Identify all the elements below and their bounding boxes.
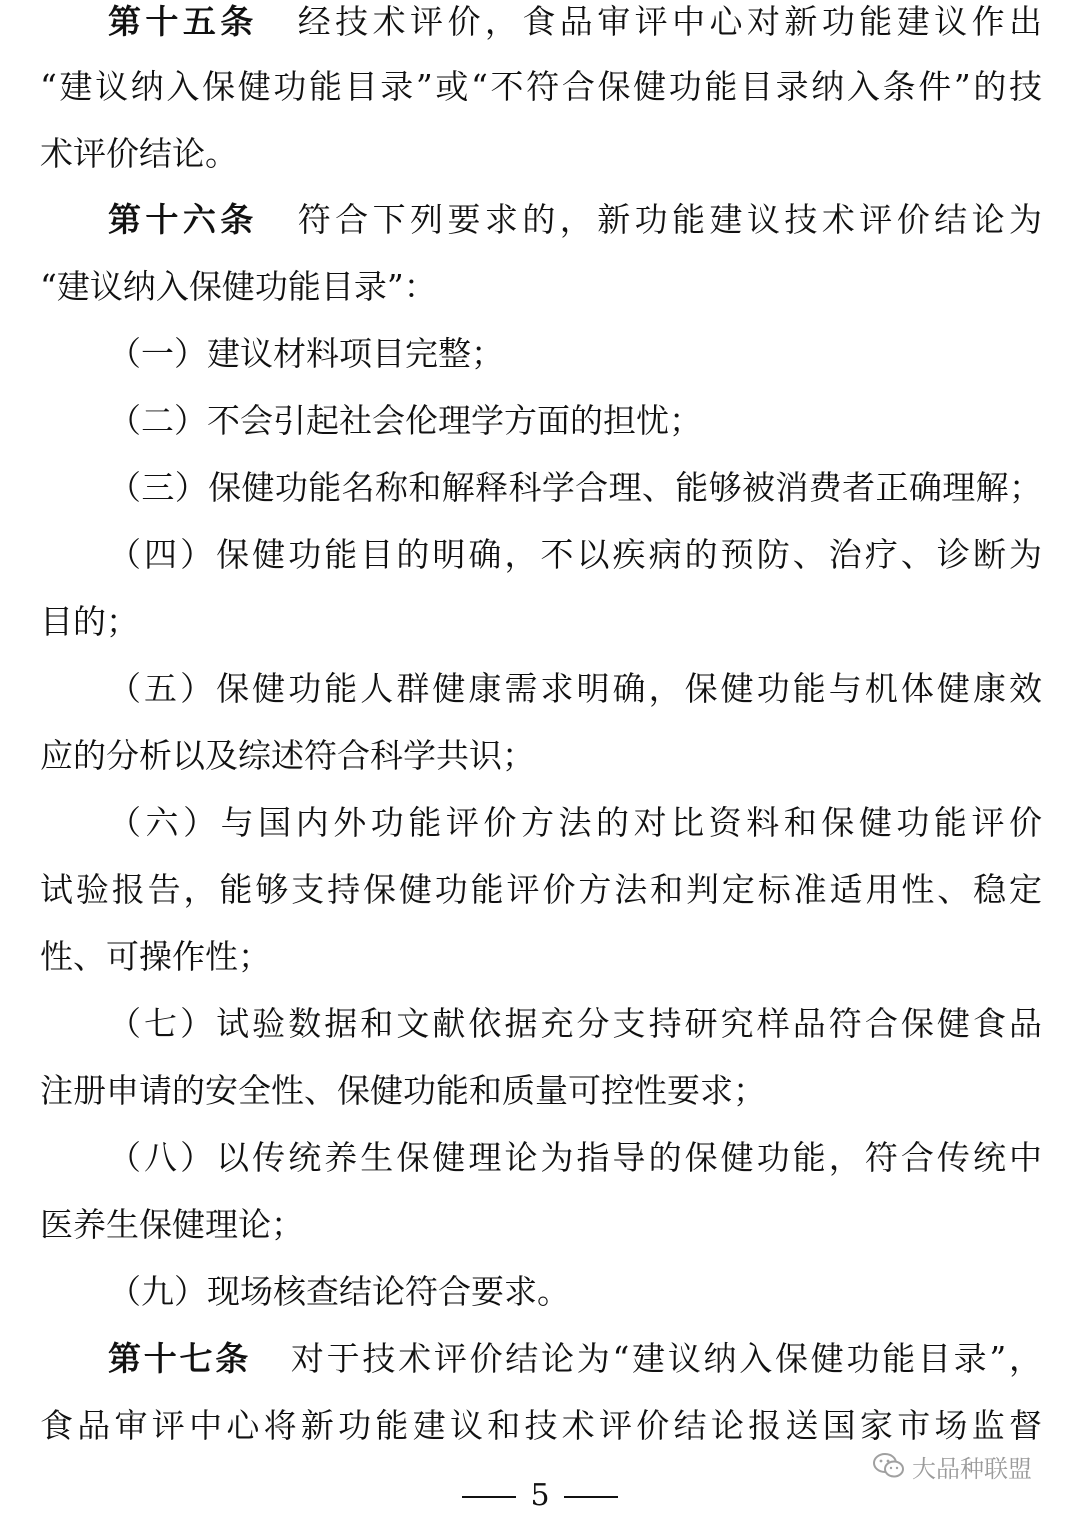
article-16-line-1 [108, 190, 1042, 250]
page-number [0, 1478, 1080, 1514]
list-item-6-line-3: 性、可操作性； [40, 937, 271, 976]
list-item-8-line-2: 医养生保健理论； [40, 1205, 304, 1244]
list-item-2: （二）不会引起社会伦理学方面的担忧； [108, 401, 702, 440]
article-15-text-1: 经技术评价，食品审评中心对新功能建议作出 [297, 2, 1043, 41]
list-item-6-line-1: （六）与国内外功能评价方法的对比资料和保健功能评价 [108, 803, 1042, 842]
article-17-line-2: 食品审评中心将新功能建议和技术评价结论报送国家市场监督 [40, 1406, 1042, 1445]
watermark-text: 大品种联盟 [912, 1454, 1032, 1483]
list-item-6-line-2: 试验报告，能够支持保健功能评价方法和判定标准适用性、稳定 [40, 870, 1042, 909]
list-item-4-line-1: （四）保健功能目的明确，不以疾病的预防、治疗、诊断为 [108, 535, 1042, 574]
list-item-5-line-2: 应的分析以及综述符合科学共识； [40, 736, 535, 775]
list-item-7-line-1: （七）试验数据和文献依据充分支持研究样品符合保健食品 [108, 1004, 1042, 1043]
article-17-line-1 [108, 1329, 1042, 1389]
list-item-9: （九）现场核查结论符合要求。 [108, 1272, 570, 1311]
article-15-heading: 第十五条 [108, 2, 258, 41]
article-15-line-2: “建议纳入保健功能目录”或“不符合保健功能目录纳入条件”的技 [40, 67, 1042, 106]
list-item-1: （一）建议材料项目完整； [108, 334, 504, 373]
list-item-3: （三）保健功能名称和解释科学合理、能够被消费者正确理解； [108, 468, 1042, 507]
article-16-line-2: “建议纳入保健功能目录”： [40, 267, 437, 306]
article-16-text-1: 符合下列要求的，新功能建议技术评价结论为 [297, 200, 1043, 239]
page-number-value: 5 [530, 1478, 550, 1513]
article-17-text-1: 对于技术评价结论为“建议纳入保健功能目录”， [290, 1339, 1042, 1378]
list-item-7-line-2: 注册申请的安全性、保健功能和质量可控性要求； [40, 1071, 766, 1110]
article-15-line-1 [108, 0, 1042, 52]
wechat-icon [872, 1451, 906, 1481]
list-item-8-line-1: （八）以传统养生保健理论为指导的保健功能，符合传统中 [108, 1138, 1042, 1177]
page-number-dash-right [564, 1496, 618, 1498]
list-item-5-line-1: （五）保健功能人群健康需求明确，保健功能与机体健康效 [108, 669, 1042, 708]
list-item-4-line-2: 目的； [40, 602, 139, 641]
page-number-dash-left [462, 1496, 516, 1498]
article-16-heading: 第十六条 [108, 200, 258, 239]
article-17-heading: 第十七条 [108, 1339, 251, 1378]
article-15-line-3: 术评价结论。 [40, 134, 238, 173]
